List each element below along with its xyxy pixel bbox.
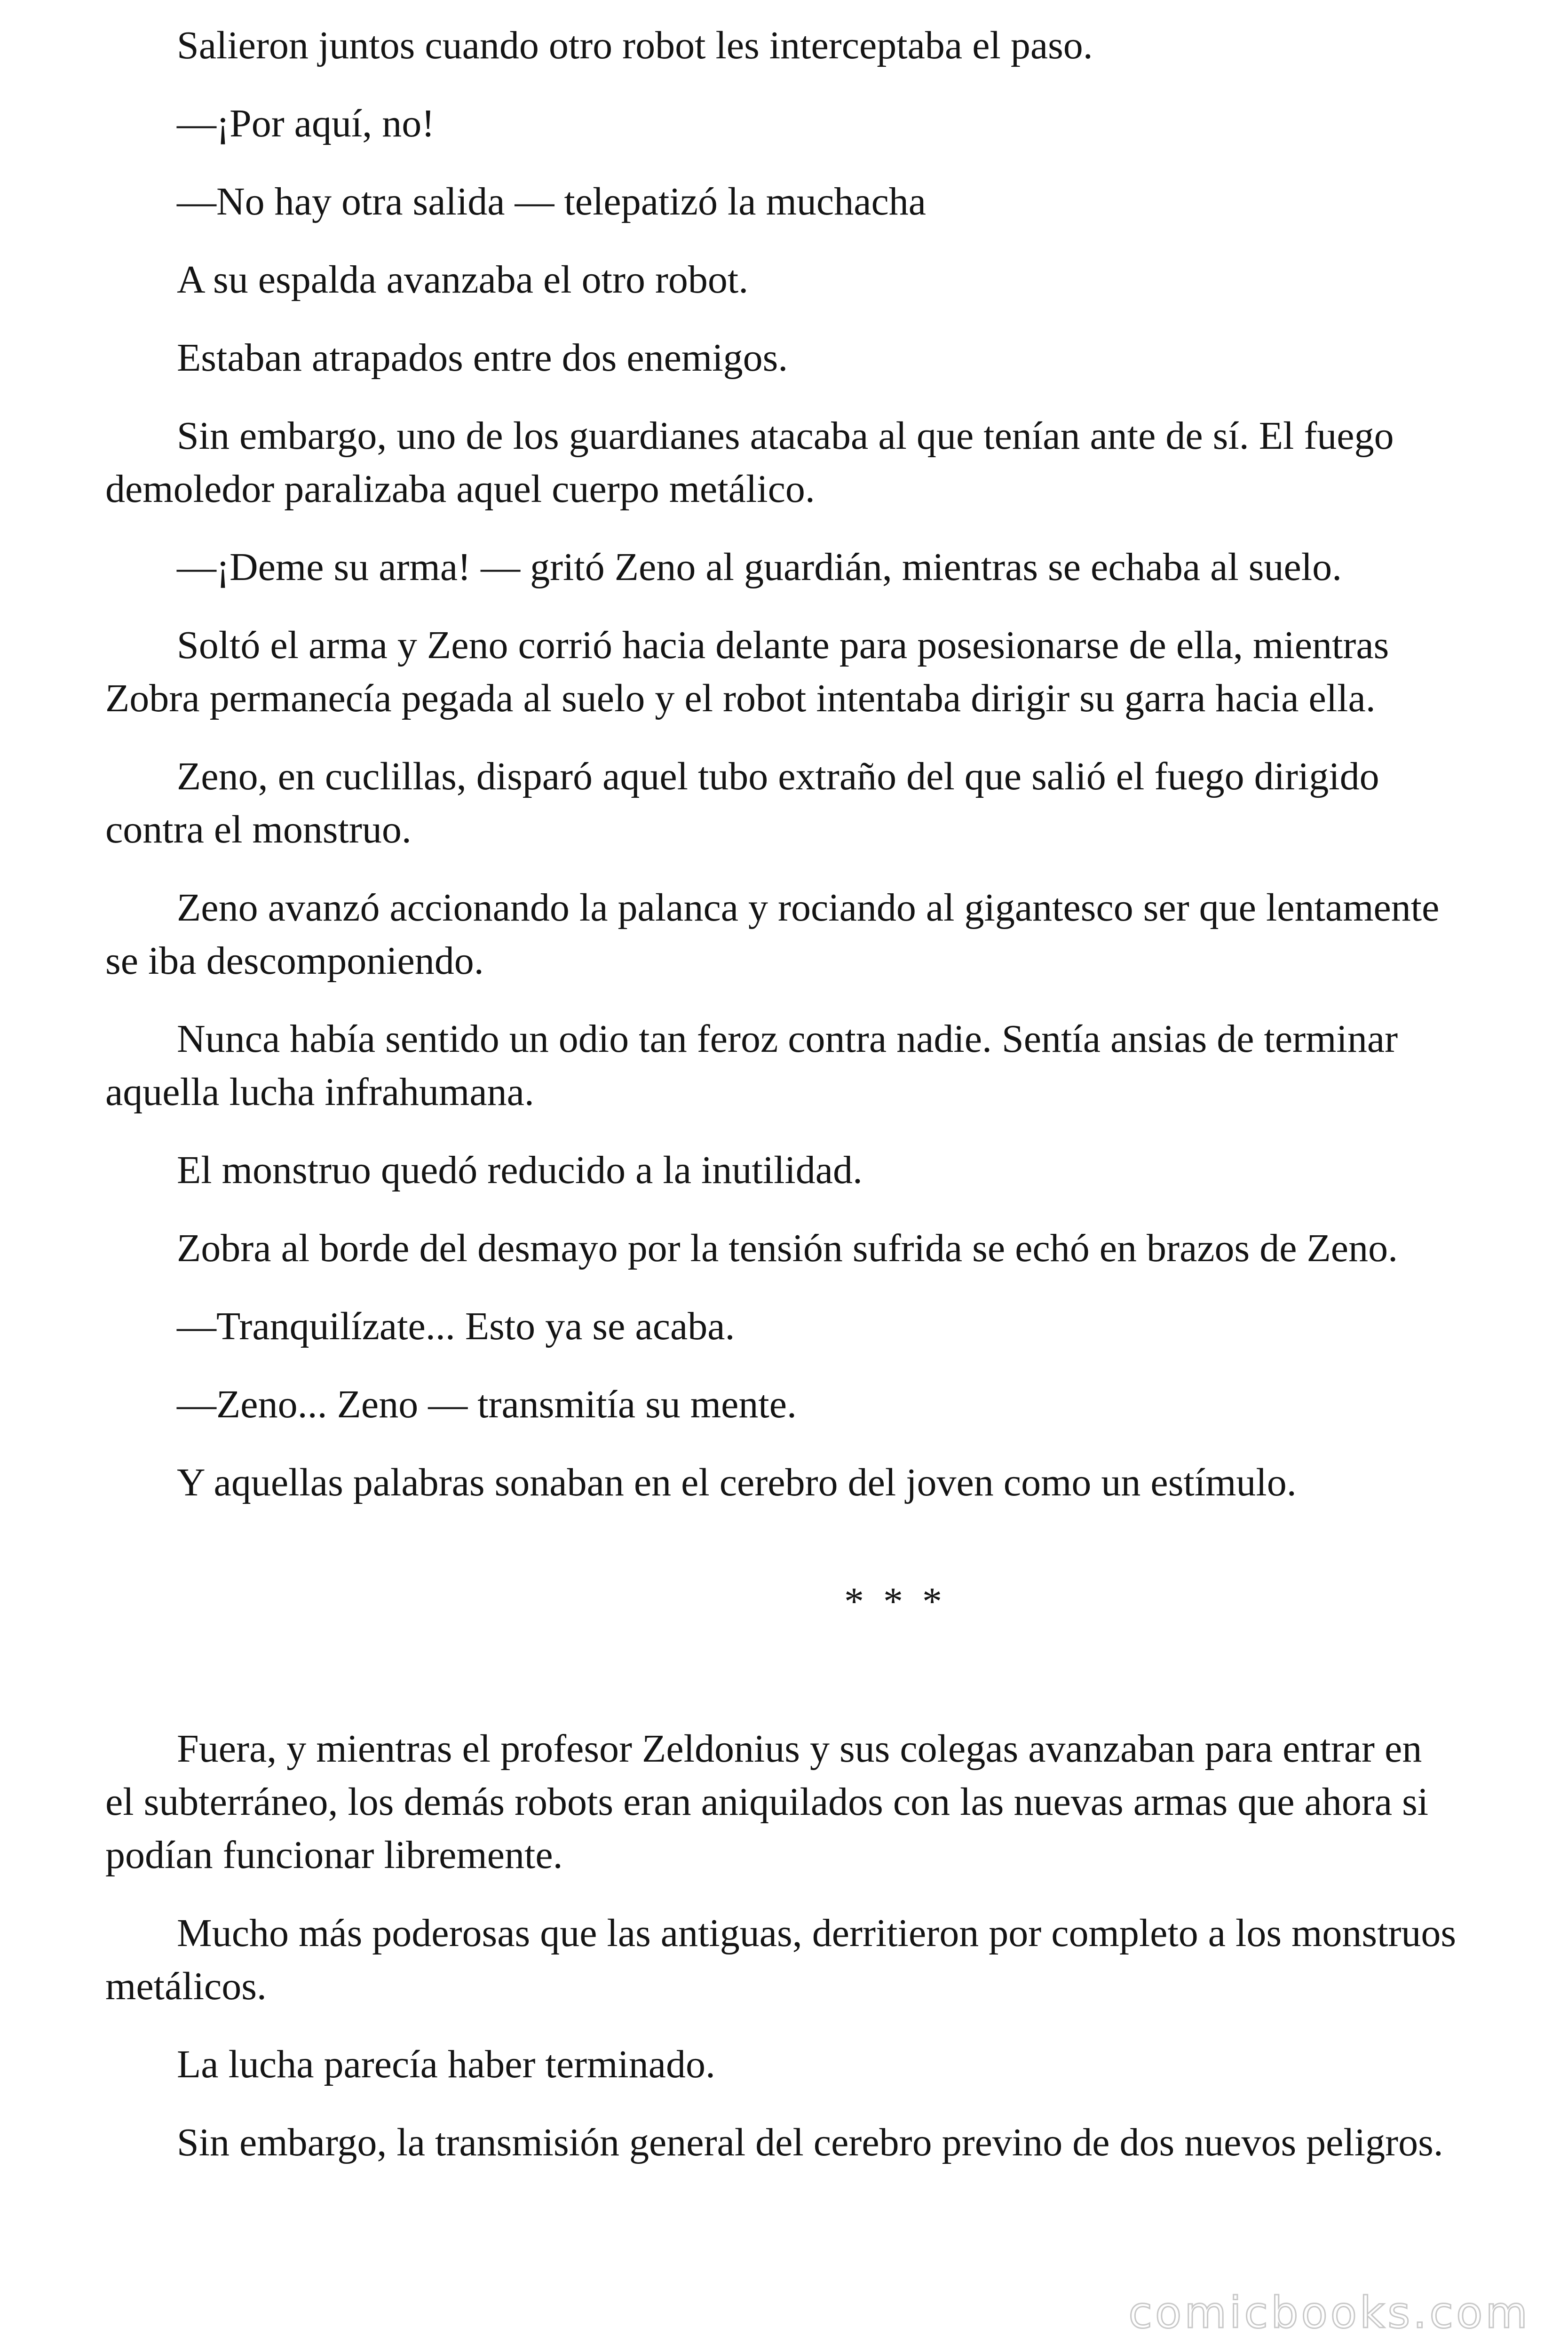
- watermark: comicbooks.com: [1128, 2288, 1530, 2338]
- paragraph: —No hay otra salida — telepatizó la muchacha: [177, 180, 927, 223]
- paragraph: A su espalda avanzaba el otro robot.: [177, 258, 749, 302]
- paragraph: El monstruo quedó reducido a la inutilidad.: [177, 1148, 863, 1192]
- paragraph: Soltó el arma y Zeno corrió hacia delante para posesionarse de ella, mientras Zobra permanecía pegada al suelo y el robot intentaba dirigir su garra hacia ella.: [105, 623, 1389, 720]
- paragraph: Zeno, en cuclillas, disparó aquel tubo extraño del que salió el fuego dirigido contra el monstruo.: [105, 755, 1379, 851]
- paragraph: Y aquellas palabras sonaban en el cerebro del joven como un estímulo.: [177, 1461, 1297, 1504]
- paragraph: Zobra al borde del desmayo por la tensión sufrida se echó en brazos de Zeno.: [177, 1226, 1398, 1270]
- paragraph: Zeno avanzó accionando la palanca y rociando al gigantesco ser que lentamente se iba descomponiendo.: [105, 886, 1440, 983]
- paragraph: Estaban atrapados entre dos enemigos.: [177, 336, 788, 380]
- paragraph: La lucha parecía haber terminado.: [177, 2042, 716, 2086]
- paragraph: Mucho más poderosas que las antiguas, derritieron por completo a los monstruos metálicos.: [105, 1911, 1457, 2008]
- paragraph: —Zeno... Zeno — transmitía su mente.: [177, 1383, 797, 1426]
- paragraph: —Tranquilízate... Esto ya se acaba.: [177, 1304, 735, 1348]
- paragraph: Nunca había sentido un odio tan feroz contra nadie. Sentía ansias de terminar aquella lucha infrahumana.: [105, 1017, 1398, 1114]
- paragraph: —¡Por aquí, no!: [177, 102, 435, 145]
- paragraph: Fuera, y mientras el profesor Zeldonius y sus colegas avanzaban para entrar en el subterráneo, los demás robots eran aniquilados con las nuevas armas que ahora si podían funcionar libremente.: [105, 1727, 1429, 1877]
- paragraph: Sin embargo, uno de los guardianes atacaba al que tenían ante de sí. El fuego demoledor paralizaba aquel cuerpo metálico.: [105, 414, 1394, 511]
- paragraph: Sin embargo, la transmisión general del cerebro previno de dos nuevos peligros.: [177, 2121, 1443, 2164]
- document-page: [105, 19, 1460, 2194]
- paragraph: Salieron juntos cuando otro robot les interceptaba el paso.: [177, 24, 1093, 67]
- paragraph: —¡Deme su arma! — gritó Zeno al guardián, mientras se echaba al suelo.: [177, 545, 1342, 589]
- section-separator: * * *: [844, 1580, 947, 1623]
